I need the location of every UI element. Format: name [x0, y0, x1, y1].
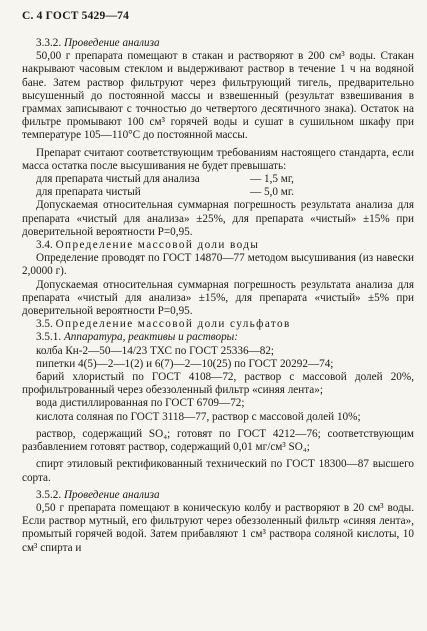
section-3-5-1-title: [22, 331, 414, 344]
section-number: 3.4.: [36, 239, 53, 252]
section-number: 3.5.1.: [36, 331, 62, 344]
page-header: С. 4 ГОСТ 5429—74: [22, 10, 130, 22]
section-title: Аппаратура, реактивы и растворы:: [63, 331, 238, 344]
limit-label: для препарата чистый: [36, 186, 141, 199]
section-3-5-2-title: [22, 489, 414, 502]
section-number: 3.3.2.: [36, 37, 62, 49]
reagent-item: пипетки 4(5)—2—1(2) и 6(7)—2—10(25) по ГОСТ 20292—74;: [36, 357, 334, 370]
section-3-5-title: [22, 318, 414, 331]
reagent-item: барий хлористый по ГОСТ 4108—72, раствор с массовой долей 20%, профильтрованный через обеззоленный фильтр «синяя лента»;: [22, 371, 414, 397]
section-3-4-title: [22, 239, 414, 252]
section-title: Проведение анализа: [63, 488, 160, 501]
reagent-item: колба Кн-2—50—14/23 ТХС по ГОСТ 25336—82;: [36, 344, 275, 357]
reagent-item: раствор, содержащий SO₄; готовят по ГОСТ 4212—76; соответствующим разбавлением готовят раствор, содержащий 0,01 мг/см³ SO₄;: [22, 427, 414, 454]
section-number: 3.5.: [36, 318, 53, 331]
text-column: [22, 37, 414, 555]
paragraph-water-method: Определение проводят по ГОСТ 14870—77 методом высушивания (из навески 2,0000 г).: [22, 252, 414, 278]
limit-row-pure: [22, 186, 414, 199]
section-title: Проведение анализа: [63, 37, 160, 49]
limit-row-pure-analysis: [22, 173, 414, 186]
reagent-item: вода дистиллированная по ГОСТ 6709—72;: [36, 397, 245, 410]
paragraph-error-residue: Допускаемая относительная суммарная погрешность результата анализа для препарата «чистый для анализа» ±25%, для препарата «чистый» ±15% при доверительной вероятности P=0,95.: [22, 199, 414, 238]
paragraph-standard: Препарат считают соответствующим требованиям настоящего стандарта, если масса остатка после высушивания не будет превышать:: [22, 146, 414, 172]
limit-value: — 5,0 мг.: [250, 186, 294, 199]
limit-label: для препарата чистый для анализа: [36, 173, 200, 186]
limit-value: — 1,5 мг,: [250, 173, 294, 186]
section-title: Определение массовой доли воды: [55, 239, 260, 252]
section-title: Определение массовой доли сульфатов: [55, 318, 291, 331]
reagent-item: спирт этиловый ректификованный технический по ГОСТ 18300—87 высшего сорта.: [22, 458, 414, 484]
paragraph-procedure: 50,00 г препарата помещают в стакан и растворяют в 200 см³ воды. Стакан накрывают часовым стеклом и выдерживают раствор в течение 1 ч на водяной бане. Затем раствор фильтруют через фильтрующий тигель, предварительно высушенный до постоянной массы и взвешенный (результат взвешивания в граммах записывают с точностью до четвертого десятичного знака). Остаток на фильтре промывают 100 см³ горячей воды и сушат в сушильном шкафу при температуре 105—110°С до постоянной массы.: [22, 50, 414, 142]
section-3-3-2-title: [22, 37, 414, 50]
paragraph-error-water: Допускаемая относительная суммарная погрешность результата анализа для препарата «чистый для анализа» ±15%, для препарата «чистый» ±5% при доверительной вероятности P=0,95.: [22, 278, 414, 318]
reagent-item: кислота соляная по ГОСТ 3118—77, раствор с массовой долей 10%;: [36, 410, 361, 423]
paragraph-sulfate-procedure: 0,50 г препарата помещают в коническую колбу и растворяют в 20 см³ воды. Если раствор мутный, его фильтруют через обеззоленный фильтр «синяя лента», промытый горячей водой. Затем прибавляют 1 см³ раствора соляной кислоты, 10 см³ спирта и: [22, 501, 414, 554]
section-number: 3.5.2.: [36, 488, 62, 501]
